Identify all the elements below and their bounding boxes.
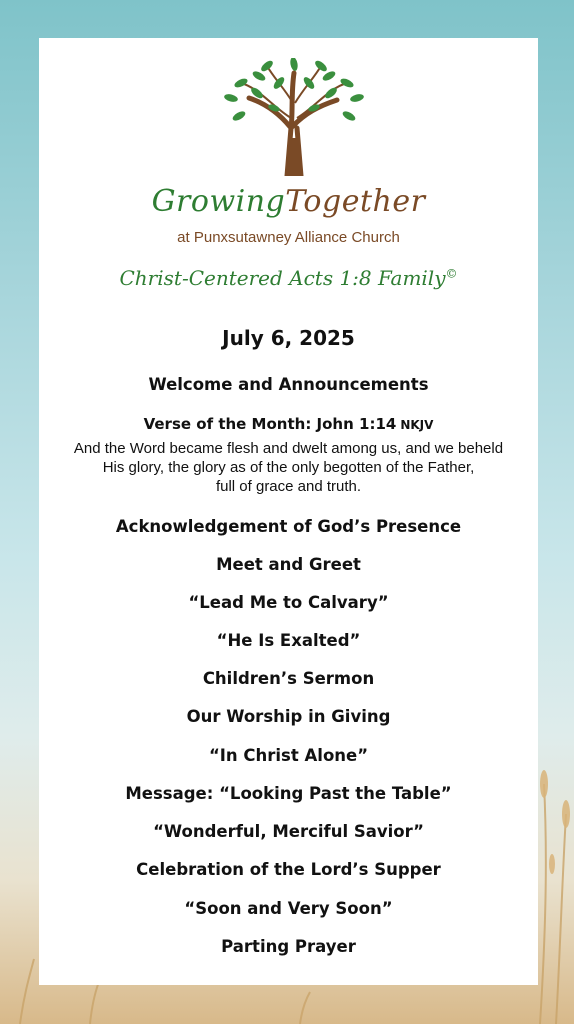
service-date: July 6, 2025 bbox=[222, 326, 355, 350]
verse-version: NKJV bbox=[400, 418, 434, 432]
order-item: Message: “Looking Past the Table” bbox=[125, 784, 452, 803]
verse-line: full of grace and truth. bbox=[215, 478, 362, 495]
order-item: Celebration of the Lord’s Supper bbox=[136, 860, 441, 879]
order-item: Children’s Sermon bbox=[202, 669, 375, 688]
verse-line: And the Word became flesh and dwelt among us, and we beheld bbox=[73, 440, 504, 457]
verse-reference: Verse of the Month: John 1:14 bbox=[143, 415, 397, 433]
order-item: “Lead Me to Calvary” bbox=[188, 593, 389, 612]
order-item: “Soon and Very Soon” bbox=[184, 899, 393, 918]
brand-subtitle: at Punxsutawney Alliance Church bbox=[177, 229, 400, 246]
brand-word-growing: Growing bbox=[151, 184, 286, 219]
order-item: “He Is Exalted” bbox=[216, 631, 361, 650]
order-item: “Wonderful, Merciful Savior” bbox=[153, 822, 424, 841]
copyright-mark: © bbox=[445, 266, 458, 281]
order-item: Acknowledgement of God’s Presence bbox=[115, 517, 462, 536]
welcome-item: Welcome and Announcements bbox=[148, 375, 429, 394]
brand-name bbox=[39, 184, 538, 219]
verse-text bbox=[39, 439, 538, 496]
tagline bbox=[39, 266, 538, 290]
tagline-text: Christ-Centered Acts 1:8 Family bbox=[119, 266, 446, 290]
bulletin-card bbox=[39, 38, 538, 985]
order-item: “In Christ Alone” bbox=[208, 746, 369, 765]
order-item: Parting Prayer bbox=[221, 937, 356, 956]
brand-word-together: Together bbox=[285, 184, 426, 219]
tree-logo-icon bbox=[219, 58, 369, 176]
verse-line: His glory, the glory as of the only begotten of the Father, bbox=[102, 459, 475, 476]
verse-heading bbox=[39, 415, 538, 433]
order-item: Our Worship in Giving bbox=[186, 707, 391, 726]
order-item: Meet and Greet bbox=[216, 555, 361, 574]
